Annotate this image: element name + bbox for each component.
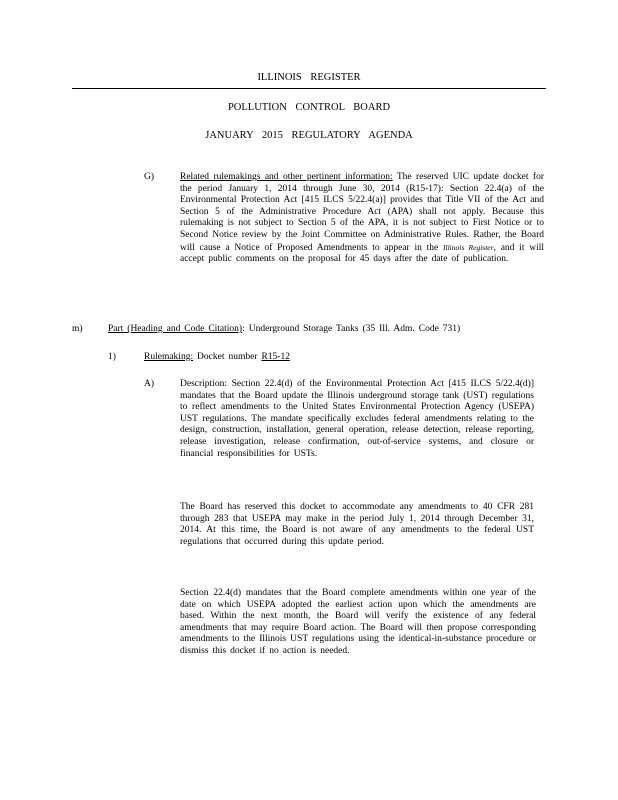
item-1-heading: Rulemaking: — [144, 352, 194, 362]
item-a-description: Description: Section 22.4(d) of the Environmental Protection Act [415 ILCS 5/22.4(d)] mandates that the Board update the Illinois underground storage tank (UST) regulations to reflect amendments to the United States Environmental Protection Agency (USEPA) UST regulations. The mandate specifically excludes federal amendments relating to the design, construction, installation, general operation, release detection, release reporting, release investigation, release confirmation, out-of-service systems, and closure or financial responsibilities for USTs. — [180, 379, 534, 459]
item-m-heading: Part (Heading and Code Citation) — [108, 324, 243, 334]
item-m-label: m) — [72, 324, 83, 334]
item-m-body: : Underground Storage Tanks (35 Ill. Adm. Code 731) — [242, 324, 461, 334]
register-title: ILLINOIS REGISTER — [257, 72, 361, 83]
item-g-label: G) — [144, 172, 155, 182]
item-1-text — [144, 352, 444, 364]
item-g-heading: Related rulemakings and other pertinent information: — [180, 172, 393, 182]
item-a-paragraph-3: Section 22.4(d) mandates that the Board complete amendments within one year of the date on which USEPA adopted the earliest action upon which the amendments are based. Within the next month, the Board will verify the existence of any federal amendments that may require Board action. The Board will then propose corresponding amendments to the Illinois UST regulations using the identical-in-substance procedure or dismiss this docket if no action is needed. — [180, 588, 536, 656]
item-g-body-end: , and it will accept public comments on the proposal for 45 days after the date of publication. — [180, 242, 545, 265]
item-a-paragraph-2: The Board has reserved this docket to accommodate any amendments to 40 CFR 281 through 283 that USEPA may make in the period July 1, 2014 through December 31, 2014. At this time, the Board is not aware of any amendments to the federal UST regulations that occurred during this update period. — [180, 502, 534, 547]
illinois-register-italic: Illinois Register — [443, 242, 494, 252]
docket-number: R15-12 — [261, 352, 290, 362]
item-g-body: The reserved UIC update docket for the period January 1, 2014 through June 30, 2014 (R15-17): Section 22.4(a) of the Environmental Protection Act [415 ILCS 5/22.4(a)] provides that Title VII of the Act and Section 5 of the Administrative Procedure Act (APA) shall not apply. Because this rulemaking is not subject to Section 5 of the APA, it is not subject to First Notice or to Second Notice review by the Joint Committee on Administrative Rules. Rather, the Board will cause a Notice of Proposed Amendments to appear in the — [180, 172, 544, 253]
board-name: POLLUTION CONTROL BOARD — [227, 102, 391, 113]
item-1-label: 1) — [108, 352, 116, 362]
header-rule — [72, 88, 546, 89]
agenda-title: JANUARY 2015 REGULATORY AGENDA — [205, 130, 413, 141]
item-1-body: Docket number — [193, 352, 262, 362]
item-m-text — [108, 324, 528, 336]
item-a-label: A) — [144, 379, 155, 389]
item-g-text — [180, 172, 544, 266]
